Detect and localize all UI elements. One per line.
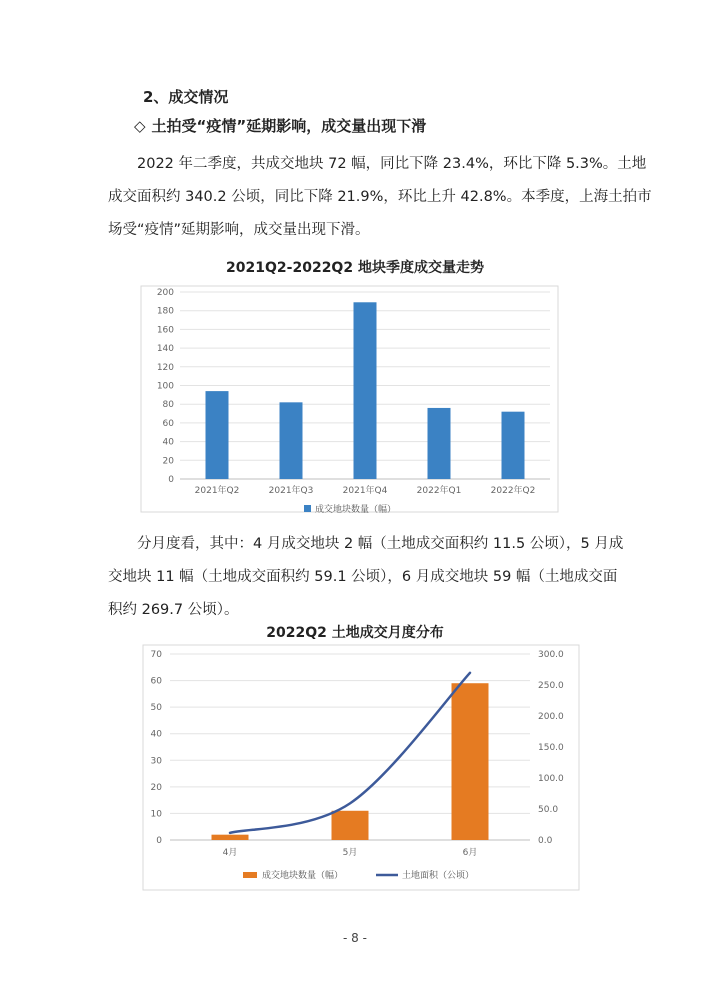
chart2-legend-bar-label: 成交地块数量（幅）	[262, 871, 344, 881]
chart2-right-tick-label: 50.0	[538, 805, 559, 815]
chart1-bar	[502, 412, 525, 479]
chart2-right-tick-label: 200.0	[538, 712, 564, 722]
chart2-left-tick-label: 70	[150, 650, 162, 660]
chart2-monthly-combo-chart	[0, 645, 710, 895]
paragraph-line: 分月度看，其中：4 月成交地块 2 幅（土地成交面积约 11.5 公顷），5 月成	[137, 536, 624, 552]
chart1-y-tick-label: 200	[156, 288, 174, 298]
chart1-y-tick-label: 80	[162, 400, 174, 411]
chart2-left-tick-label: 30	[150, 756, 162, 767]
chart1-bar	[280, 402, 303, 479]
chart1-legend-label: 成交地块数量（幅）	[315, 505, 397, 515]
chart2-title: 2022Q2 土地成交月度分布	[266, 625, 444, 641]
subheading	[134, 115, 426, 136]
paragraph-line: 积约 269.7 公顷）。	[108, 602, 239, 618]
chart1-y-tick-label: 40	[162, 437, 174, 448]
chart2-x-tick-label: 5月	[342, 848, 358, 858]
chart2-bar	[332, 811, 369, 840]
paragraph-line: 交地块 11 幅（土地成交面积约 59.1 公顷），6 月成交地块 59 幅（土地成交面	[108, 569, 618, 585]
chart2-left-tick-label: 40	[150, 729, 162, 740]
chart2-right-tick-label: 0.0	[538, 836, 553, 846]
chart1-bar	[206, 391, 229, 479]
paragraph-line: 2022 年二季度，共成交地块 72 幅，同比下降 23.4%，环比下降 5.3%。土地	[137, 156, 647, 172]
chart1-x-tick-label: 2021年Q2	[194, 486, 240, 496]
diamond-bullet-icon: ◇	[134, 117, 146, 135]
chart2-x-tick-label: 6月	[462, 848, 478, 858]
chart2-bar	[212, 835, 249, 840]
chart1-frame	[141, 286, 558, 512]
chart1-y-tick-label: 140	[156, 344, 174, 355]
chart1-bar	[354, 302, 377, 479]
chart1-title: 2021Q2-2022Q2 地块季度成交量走势	[226, 260, 484, 276]
paragraph-quarterly-summary	[108, 148, 652, 247]
chart1-y-tick-label: 180	[156, 306, 174, 317]
chart1-x-tick-label: 2022年Q2	[490, 486, 536, 496]
chart2-right-tick-label: 100.0	[538, 774, 564, 784]
paragraph-monthly-summary	[108, 528, 624, 627]
chart2-left-tick-label: 10	[150, 809, 162, 820]
page-number: - 8 -	[343, 931, 367, 945]
chart2-right-tick-label: 300.0	[538, 650, 564, 660]
chart1-x-tick-label: 2021年Q4	[342, 486, 388, 496]
chart2-left-tick-label: 20	[150, 782, 162, 793]
subheading-text: 土拍受“疫情”延期影响，成交量出现下滑	[151, 117, 427, 135]
chart2-legend-line-label: 土地面积（公顷）	[402, 871, 475, 881]
chart2-left-tick-label: 0	[156, 836, 162, 846]
chart1-y-tick-label: 120	[156, 362, 174, 373]
chart1-quarterly-bar-chart	[0, 280, 710, 520]
chart1-x-tick-label: 2022年Q1	[416, 486, 462, 496]
paragraph-line: 场受“疫情”延期影响，成交量出现下滑。	[108, 222, 370, 238]
chart2-x-tick-label: 4月	[222, 848, 238, 858]
chart1-y-tick-label: 0	[168, 475, 174, 485]
chart1-y-tick-label: 100	[156, 381, 174, 392]
chart2-left-tick-label: 60	[150, 676, 162, 687]
chart1-y-tick-label: 160	[156, 325, 174, 336]
chart2-legend-bar-swatch	[243, 872, 257, 878]
chart1-y-tick-label: 20	[162, 456, 174, 467]
chart2-left-tick-label: 50	[150, 703, 162, 714]
chart1-legend-swatch	[304, 505, 311, 512]
chart1-bar	[428, 408, 451, 479]
chart2-bar	[452, 683, 489, 840]
paragraph-line: 成交面积约 340.2 公顷，同比下降 21.9%，环比上升 42.8%。本季度，上海土拍市	[108, 189, 652, 205]
chart1-y-tick-label: 60	[162, 418, 174, 429]
chart2-area-line	[230, 673, 470, 833]
chart1-x-tick-label: 2021年Q3	[268, 486, 314, 496]
chart2-right-tick-label: 250.0	[538, 681, 564, 691]
chart2-right-tick-label: 150.0	[538, 743, 564, 753]
section-heading: 2、成交情况	[143, 88, 229, 106]
chart2-frame	[143, 645, 579, 890]
